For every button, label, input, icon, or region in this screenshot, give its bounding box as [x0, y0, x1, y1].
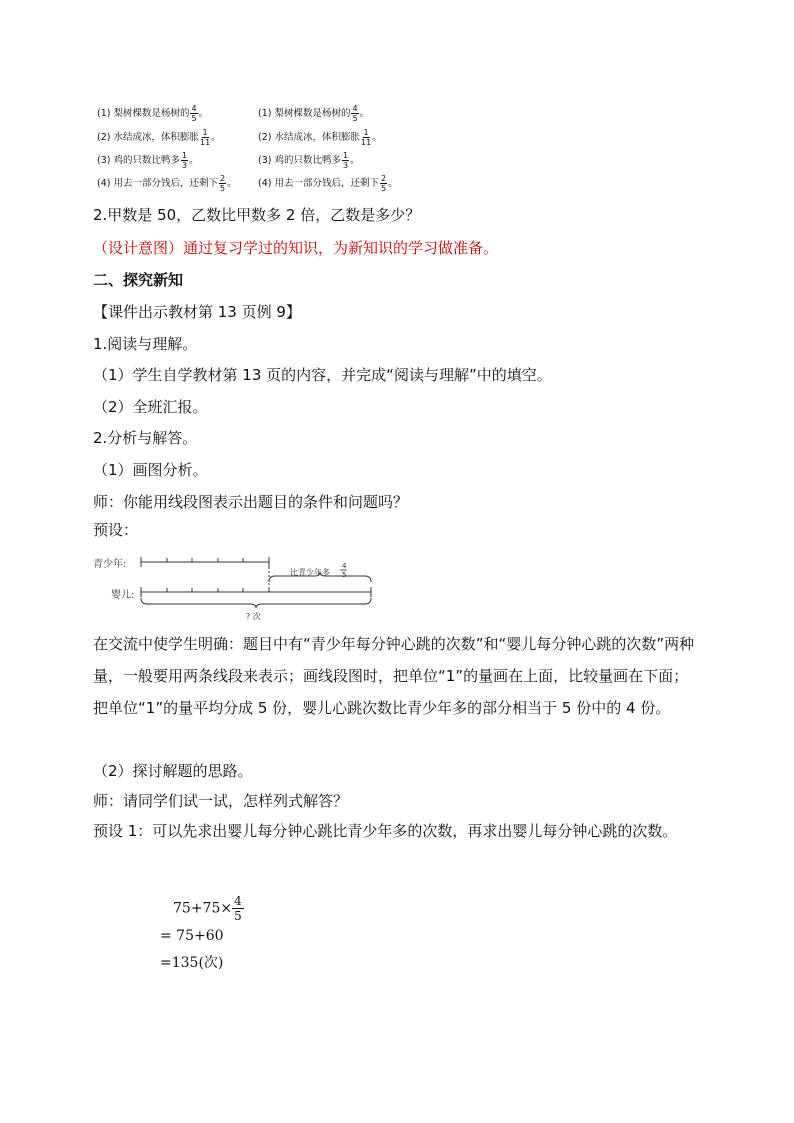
exercise1-item: (4) 用去一部分钱后，还剩下 $\frac{2}{5}$ 。 [97, 174, 237, 193]
brace-fraction-num: 4 [342, 562, 347, 570]
step-2: 2.分析与解答。 [93, 429, 198, 447]
line-segment-diagram [93, 548, 383, 628]
exercise1-item: (2) 水结成冰，体积膨胀 $\frac{1}{11}$ 。 [97, 128, 221, 147]
teacher-question-2: 师：请同学们试一试，怎样列式解答？ [93, 792, 349, 810]
fraction: $\frac{1}{11}$ [360, 128, 372, 147]
step-1-1: （1）学生自学教材第 13 页的内容，并完成“阅读与理解”中的填空。 [93, 366, 552, 384]
fraction: $\frac{4}{5}$ [352, 104, 358, 123]
calc-line-3: =135(次) [160, 955, 224, 971]
exercise1-item: (2) 水结成冰，体积膨胀 $\frac{1}{11}$ 。 [258, 128, 382, 147]
fraction: $\frac{1}{3}$ [342, 151, 349, 170]
exercise1-item: (1) 梨树棵数是杨树的 $\frac{4}{5}$ 。 [258, 104, 370, 123]
fraction: $\frac{1}{11}$ [199, 128, 211, 147]
exercise1-item: (1) 梨树棵数是杨树的 $\frac{4}{5}$ 。 [97, 104, 209, 123]
step-2-1: （1）画图分析。 [93, 461, 208, 479]
teen-label: 青少年: [93, 559, 127, 570]
exercise1-item: (4) 用去一部分钱后，还剩下 $\frac{2}{5}$ 。 [258, 174, 398, 193]
fraction: $\frac{4}{5}$ [191, 104, 197, 123]
section-heading: 二、探究新知 [93, 271, 184, 289]
step-1: 1.阅读与理解。 [93, 335, 198, 353]
baby-segment [141, 587, 371, 597]
design-intent: （设计意图）通过复习学过的知识，为新知识的学习做准备。 [93, 239, 499, 257]
teen-segment [141, 557, 269, 567]
fraction: $\frac{1}{3}$ [181, 151, 188, 170]
question-2: 2.甲数是 50，乙数比甲数多 2 倍，乙数是多少？ [93, 206, 421, 224]
brace-fraction-den: 5 [342, 571, 347, 579]
calc-line-2: = 75+60 [160, 928, 224, 944]
courseware-note: 【课件出示教材第 13 页例 9】 [93, 303, 301, 321]
teacher-question-1: 师：你能用线段图表示出题目的条件和问题吗？ [93, 493, 409, 511]
brace-label: 比青少年多 [290, 568, 330, 577]
fraction: $\frac{2}{5}$ [219, 174, 226, 193]
fraction: $\frac{2}{5}$ [380, 174, 387, 193]
exercise1-item: (3) 鸡的只数比鸭多 $\frac{1}{3}$ 。 [258, 151, 360, 170]
step-2-2: （2）探讨解题的思路。 [93, 762, 253, 780]
question-label: ? 次 [246, 612, 261, 621]
exercise1-item: (3) 鸡的只数比鸭多 $\frac{1}{3}$ 。 [97, 151, 199, 170]
baby-label: 婴儿: [111, 590, 135, 601]
step-1-2: （2）全班汇报。 [93, 398, 208, 416]
preset-1: 预设 1：可以先求出婴儿每分钟心跳比青少年多的次数，再求出婴儿每分钟心跳的次数。 [93, 822, 678, 840]
explanation-paragraph: 在交流中使学生明确：题目中有“青少年每分钟心跳的次数”和“婴儿每分钟心跳的次数”两种量，一般要用两条线段来表示；画线段图时，把单位“1”的量画在上面，比较量画在下面；把单位“1”的量平均分成 5 份，婴儿心跳次数比青少年多的部分相当于 5 份中的 4 份。 [93, 635, 695, 717]
total-brace [141, 598, 371, 608]
preset-label: 预设： [93, 521, 139, 539]
calc-fraction: $\frac{4}{5}$ [234, 894, 242, 923]
calc-line-1: 75+75× $\frac{4}{5}$ [173, 894, 242, 923]
